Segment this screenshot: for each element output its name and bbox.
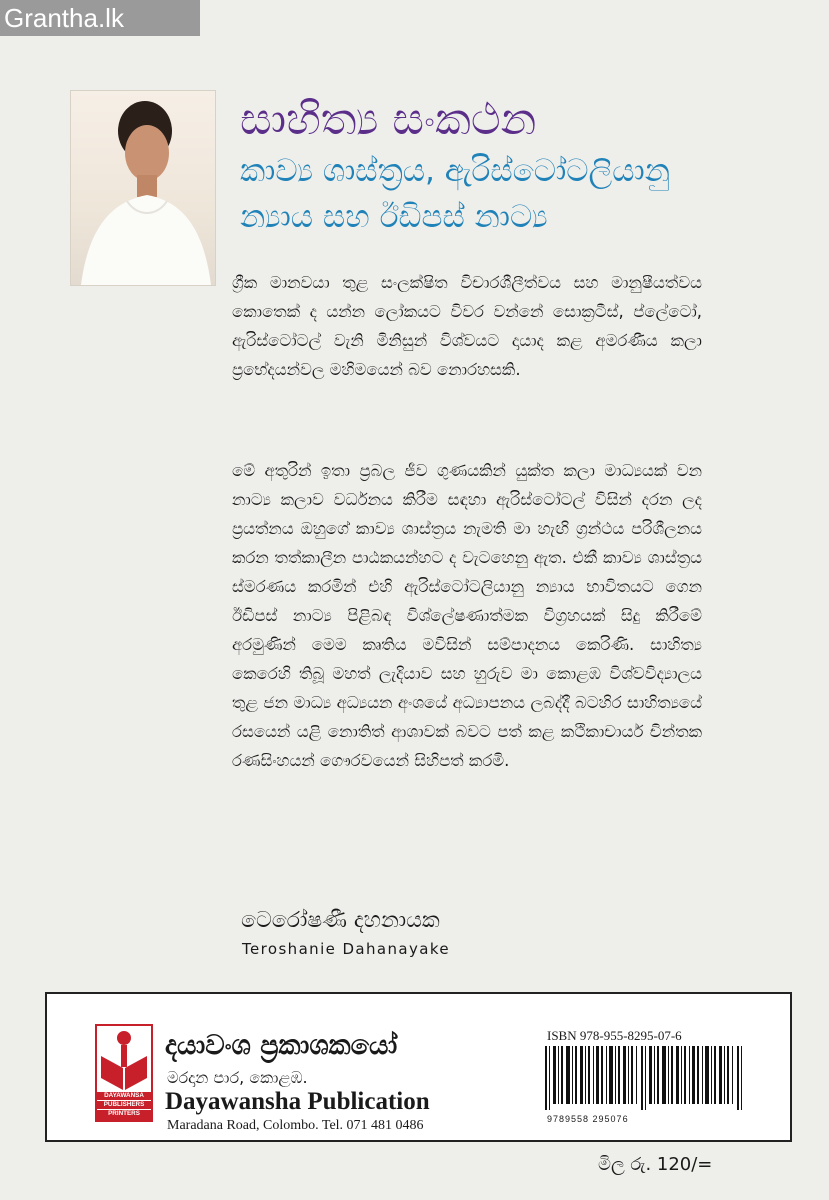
author-photo xyxy=(70,90,216,286)
book-subtitle-line1: කාව්‍ය ශාස්ත්‍රය, ඇරිස්ටෝටලියානු xyxy=(240,153,670,189)
logo-label-1: DAYAWANSA xyxy=(97,1092,151,1100)
book-figure-icon xyxy=(97,1026,151,1092)
publisher-logo xyxy=(95,1024,153,1122)
blurb-paragraph-2: මේ අතුරින් ඉතා ප්‍රබල ජීව ගුණයකින් යුක්ත කලා මාධ්‍යයක් වන නාට්‍ය කලාව වර්ධනය කිරීම සඳහා ඇරිස්ටෝටල් විසින් දරන ලද ප්‍රයත්නය ඔහුගේ කාව්‍ය ශාස්ත්‍රය නැමති මා හැඟි ග්‍රන්ථය පරිශීලනය කරන තත්කාලීන පාඨකයන්හට ද වැටහෙනු ඇත. එකී කාව්‍ය ශාස්ත්‍රය ස්මරණය කරමින් එහි ඇරිස්ටෝටලියානු න්‍යාය භාවිතයට ගෙන ඊඩිපස් නාට්‍ය පිළිබඳ විශ්ලේෂණාත්මක විග්‍රහයක් සිදු කිරීමේ අරමුණින් මෙම කෘතිය මවිසින් සම්පාදනය කෙරිණි. සාහිත්‍ය කෙරෙහි තිබූ මහත් ලැදියාව සහ හුරුව මා කොළඹ විශ්වවිද්‍යාලය තුළ ජන මාධ්‍ය අධ්‍යයන අංශයේ අධ්‍යාපනය ලබද්දී බටහිර සාහිත්‍යයේ රසයෙන් යළි නොතිත් ආශාවක් බවට පත් කළ කථිකාචාර්ය චින්තක රණසිංහයන් ගෞරවයෙන් සිහිපත් කරමි. xyxy=(232,461,702,770)
site-watermark: Grantha.lk xyxy=(0,0,200,36)
title-block xyxy=(240,92,760,240)
logo-label-2: PUBLISHERS xyxy=(97,1101,151,1109)
isbn-text: ISBN 978-955-8295-07-6 xyxy=(547,1028,682,1043)
blurb-paragraph-1: ග්‍රීක මානවයා තුළ සංලක්ෂිත විචාරශීලීත්වය සහ මානුෂීයත්වය කොතෙක් ද යන්න ලෝකයට විවර වන්නේ සොක්‍රටීස්, ප්ලේටෝ, ඇරිස්ටෝටල් වැනි මිනිසුන් විශ්වයට දායාද කළ අමරණීය කලා ප්‍රභේදයන්වල මහිමයෙන් බව නොරහසකි. xyxy=(232,273,702,379)
author-name-english: Teroshanie Dahanayake xyxy=(242,940,451,958)
author-name-sinhala: ටෙරෝෂණී දහනායක xyxy=(241,908,440,933)
publisher-name-english: Dayawansha Publication xyxy=(165,1088,430,1115)
publisher-name-sinhala: දයාවංශ ප්‍රකාශකයෝ xyxy=(165,1030,398,1061)
publisher-box xyxy=(45,992,792,1142)
price: මිල රු. 120/= xyxy=(598,1154,713,1175)
book-title: සාහිත්‍ය සංකථන xyxy=(240,94,537,145)
publisher-address-sinhala: මරදාන පාර, කොළඹ. xyxy=(167,1068,308,1087)
barcode xyxy=(541,1046,749,1110)
book-subtitle-line2: න්‍යාය සහ ඊඩිපස් නාට්‍ය xyxy=(240,199,548,235)
publisher-address-english: Maradana Road, Colombo. Tel. 071 481 0486 xyxy=(167,1118,424,1133)
logo-label-3: PRINTERS xyxy=(97,1110,151,1120)
barcode-digits: 9789558 295076 xyxy=(547,1114,629,1124)
